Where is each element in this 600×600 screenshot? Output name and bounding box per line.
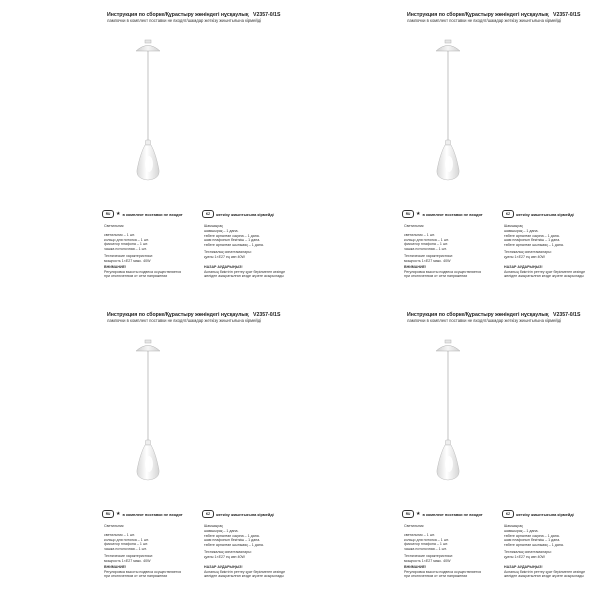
kz-warning <box>504 265 585 279</box>
ru-item: фиксатор плафона – 1 шт. <box>404 542 448 547</box>
kz-warning-line: Аспаның биіктігін реттеу қуат берілмеген кезінде <box>204 569 286 574</box>
ceiling-canopy <box>436 40 460 51</box>
instruction-sheet-3 <box>0 300 300 600</box>
kz-header-text: жеткізу жиынтығына кірмейді <box>216 511 274 517</box>
ru-set-label: Светильник <box>104 524 124 528</box>
kz-item: төбеге арналған шыныаяқ – 1 дана. <box>504 242 564 247</box>
ru-tech-specs <box>104 254 153 263</box>
instruction-sheet-2 <box>300 0 600 300</box>
kz-set-label: Шамшырақ <box>504 524 523 528</box>
product-code: V2357-0/1S <box>553 312 581 318</box>
kz-contents-list <box>204 229 264 247</box>
ru-header <box>402 210 483 218</box>
ru-header-text: в комплект поставки не входят <box>422 511 483 517</box>
ru-header <box>102 210 183 218</box>
ru-warning-line: при отключенном от сети напряжении <box>404 274 468 279</box>
kz-item: төбеге арналған сақина – 1 дана. <box>204 233 260 238</box>
ru-warning-line: Регулировка высоты подвеса осуществляется <box>104 269 182 274</box>
kz-item: төбеге арналған шыныаяқ – 1 дана. <box>204 542 264 547</box>
kz-item: шам плафонын бекіткіш – 1 дана. <box>204 538 261 543</box>
sheet-subtitle: лампочки в комплект поставки не входят/шамдар жеткізу жиынтығына кірмейді <box>407 18 562 23</box>
kz-set-label: Шамшырақ <box>504 224 523 228</box>
kz-tech-label: Техникалық сипаттамалары: <box>204 550 252 554</box>
ru-tech-value: мощность 1×E27 макс. 40W <box>404 558 451 563</box>
kz-header-text: жеткізу жиынтығына кірмейді <box>516 211 574 217</box>
ru-header <box>402 510 483 518</box>
kz-flag-icon: KZ <box>502 510 514 518</box>
kz-tech-value: қуаты 1×E27 ең көп 40W <box>204 254 245 259</box>
kz-warning-line: Аспаның биіктігін реттеу қуат берілмеген кезінде <box>504 569 586 574</box>
sheet-subtitle: лампочки в комплект поставки не входят/шамдар жеткізу жиынтығына кірмейді <box>407 318 562 323</box>
ru-header <box>102 510 183 518</box>
kz-contents-list <box>504 529 564 547</box>
kz-warning-line: желіден ажыратылған кезде жүзеге асырылады <box>204 274 284 279</box>
kz-tech-value: қуаты 1×E27 ең көп 40W <box>204 554 245 559</box>
product-code: V2357-0/1S <box>253 312 281 318</box>
kz-item: шамшырақ – 1 дана. <box>504 229 539 233</box>
kz-tech-label: Техникалық сипаттамалары: <box>504 250 552 254</box>
kz-tech-specs <box>204 550 252 559</box>
kz-tech-value: қуаты 1×E27 ең көп 40W <box>504 254 545 259</box>
kz-header <box>502 510 574 518</box>
kz-item: төбеге арналған сақина – 1 дана. <box>204 533 260 538</box>
ru-flag-icon: RU <box>402 510 414 518</box>
ru-tech-specs <box>104 554 153 563</box>
kz-warning-line: Аспаның биіктігін реттеу қуат берілмеген кезінде <box>204 269 286 274</box>
kz-tech-label: Техникалық сипаттамалары: <box>204 250 252 254</box>
ru-item: фиксатор плафона – 1 шт. <box>404 242 448 247</box>
kz-item: төбеге арналған сақина – 1 дана. <box>504 233 560 238</box>
ru-flag-icon: RU <box>102 510 114 518</box>
ru-item: чашка потолочная – 1 шт. <box>104 246 147 251</box>
sheet-title-text: Инструкция по сборке/Құрастыру жөніндегі нұсқаулық <box>107 12 249 18</box>
ru-flag-icon: RU <box>102 210 114 218</box>
ru-item: светильник – 1 шт. <box>104 233 135 237</box>
ru-item: фиксатор плафона – 1 шт. <box>104 542 148 547</box>
ru-tech-label: Технические характеристики: <box>404 554 453 558</box>
ru-contents-list <box>104 533 149 551</box>
ceiling-canopy <box>136 340 160 351</box>
kz-flag-icon: KZ <box>502 210 514 218</box>
star-icon: ★ <box>116 511 121 517</box>
kz-item: шам плафонын бекіткіш – 1 дана. <box>504 238 561 243</box>
kz-set-label: Шамшырақ <box>204 524 223 528</box>
instruction-sheet-1 <box>0 0 300 300</box>
ru-flag-icon: RU <box>402 210 414 218</box>
ru-warning <box>104 265 181 279</box>
glass-shade <box>437 140 459 180</box>
kz-item: төбеге арналған шыныаяқ – 1 дана. <box>204 242 264 247</box>
star-icon: ★ <box>416 511 421 517</box>
ru-header-text: в комплект поставки не входят <box>122 511 183 517</box>
ru-contents-list <box>104 233 149 251</box>
instruction-sheet-4 <box>300 300 600 600</box>
ru-item: светильник – 1 шт. <box>404 233 435 237</box>
ru-warning <box>104 565 181 579</box>
ru-warning-title: ВНИМАНИЕ! <box>404 265 427 269</box>
ru-tech-value: мощность 1×E27 макс. 40W <box>404 258 451 263</box>
kz-warning-title: НАЗАР АУДАРЫҢЫЗ! <box>504 265 543 269</box>
pendant-lamp-illustration <box>118 336 178 496</box>
ru-warning-line: при отключенном от сети напряжении <box>104 274 168 279</box>
kz-header-text: жеткізу жиынтығына кірмейді <box>516 511 574 517</box>
ru-tech-label: Технические характеристики: <box>404 254 453 258</box>
ru-item: чашка потолочная – 1 шт. <box>104 546 147 551</box>
ceiling-canopy <box>436 340 460 351</box>
ru-warning-line: при отключенном от сети напряжении <box>104 574 168 579</box>
kz-item: шам плафонын бекіткіш – 1 дана. <box>204 238 261 243</box>
kz-header <box>502 210 574 218</box>
ru-warning-title: ВНИМАНИЕ! <box>404 565 427 569</box>
ru-item: кольцо для потолка – 1 шт. <box>404 537 449 542</box>
pendant-lamp-illustration <box>418 336 478 496</box>
ru-tech-label: Технические характеристики: <box>104 554 153 558</box>
kz-tech-specs <box>204 250 252 259</box>
star-icon: ★ <box>416 211 421 217</box>
ru-item: чашка потолочная – 1 шт. <box>404 546 447 551</box>
ru-header-text: в комплект поставки не входят <box>122 211 183 217</box>
kz-warning <box>504 565 585 579</box>
kz-warning-title: НАЗАР АУДАРЫҢЫЗ! <box>204 265 243 269</box>
kz-tech-specs <box>504 550 552 559</box>
kz-warning-line: желіден ажыратылған кезде жүзеге асырылады <box>504 274 584 279</box>
ru-warning-line: Регулировка высоты подвеса осуществляется <box>104 569 182 574</box>
kz-warning-line: желіден ажыратылған кезде жүзеге асырылады <box>504 574 584 579</box>
ru-warning-title: ВНИМАНИЕ! <box>104 265 127 269</box>
ru-set-label: Светильник <box>104 224 124 228</box>
ru-item: кольцо для потолка – 1 шт. <box>404 237 449 242</box>
star-icon: ★ <box>116 211 121 217</box>
ru-warning <box>404 265 481 279</box>
kz-tech-specs <box>504 250 552 259</box>
kz-warning-title: НАЗАР АУДАРЫҢЫЗ! <box>204 565 243 569</box>
product-code: V2357-0/1S <box>253 12 281 18</box>
kz-item: шам плафонын бекіткіш – 1 дана. <box>504 538 561 543</box>
ru-tech-value: мощность 1×E27 макс. 40W <box>104 258 151 263</box>
kz-warning-line: желіден ажыратылған кезде жүзеге асырылады <box>204 574 284 579</box>
kz-item: шамшырақ – 1 дана. <box>204 229 239 233</box>
ru-header-text: в комплект поставки не входят <box>422 211 483 217</box>
sheet-title-text: Инструкция по сборке/Құрастыру жөніндегі нұсқаулық <box>407 12 549 18</box>
ru-tech-specs <box>404 254 453 263</box>
kz-item: төбеге арналған сақина – 1 дана. <box>504 533 560 538</box>
pendant-lamp-illustration <box>418 36 478 196</box>
ru-item: кольцо для потолка – 1 шт. <box>104 537 149 542</box>
sheet-title-text: Инструкция по сборке/Құрастыру жөніндегі нұсқаулық <box>407 312 549 318</box>
ru-warning-title: ВНИМАНИЕ! <box>104 565 127 569</box>
kz-contents-list <box>504 229 564 247</box>
kz-header-text: жеткізу жиынтығына кірмейді <box>216 211 274 217</box>
ru-contents-list <box>404 533 449 551</box>
ceiling-canopy <box>136 40 160 51</box>
ru-warning-line: при отключенном от сети напряжении <box>404 574 468 579</box>
sheet-subtitle: лампочки в комплект поставки не входят/шамдар жеткізу жиынтығына кірмейді <box>107 18 262 23</box>
ru-item: светильник – 1 шт. <box>404 533 435 537</box>
kz-header <box>202 510 274 518</box>
ru-item: кольцо для потолка – 1 шт. <box>104 237 149 242</box>
sheet-title-text: Инструкция по сборке/Құрастыру жөніндегі нұсқаулық <box>107 312 249 318</box>
kz-warning-title: НАЗАР АУДАРЫҢЫЗ! <box>504 565 543 569</box>
kz-item: шамшырақ – 1 дана. <box>204 529 239 533</box>
kz-header <box>202 210 274 218</box>
ru-contents-list <box>404 233 449 251</box>
ru-warning <box>404 565 481 579</box>
ru-tech-specs <box>404 554 453 563</box>
ru-tech-value: мощность 1×E27 макс. 40W <box>104 558 151 563</box>
ru-item: фиксатор плафона – 1 шт. <box>104 242 148 247</box>
kz-tech-value: қуаты 1×E27 ең көп 40W <box>504 554 545 559</box>
ru-tech-label: Технические характеристики: <box>104 254 153 258</box>
glass-shade <box>437 440 459 480</box>
kz-warning <box>204 265 285 279</box>
kz-item: шамшырақ – 1 дана. <box>504 529 539 533</box>
kz-item: төбеге арналған шыныаяқ – 1 дана. <box>504 542 564 547</box>
pendant-lamp-illustration <box>118 36 178 196</box>
ru-warning-line: Регулировка высоты подвеса осуществляется <box>404 569 482 574</box>
kz-flag-icon: KZ <box>202 510 214 518</box>
ru-set-label: Светильник <box>404 524 424 528</box>
kz-contents-list <box>204 529 264 547</box>
sheet-subtitle: лампочки в комплект поставки не входят/шамдар жеткізу жиынтығына кірмейді <box>107 318 262 323</box>
ru-item: светильник – 1 шт. <box>104 533 135 537</box>
kz-tech-label: Техникалық сипаттамалары: <box>504 550 552 554</box>
ru-item: чашка потолочная – 1 шт. <box>404 246 447 251</box>
kz-flag-icon: KZ <box>202 210 214 218</box>
ru-warning-line: Регулировка высоты подвеса осуществляется <box>404 269 482 274</box>
product-code: V2357-0/1S <box>553 12 581 18</box>
kz-warning-line: Аспаның биіктігін реттеу қуат берілмеген кезінде <box>504 269 586 274</box>
kz-set-label: Шамшырақ <box>204 224 223 228</box>
kz-warning <box>204 565 285 579</box>
glass-shade <box>137 440 159 480</box>
glass-shade <box>137 140 159 180</box>
ru-set-label: Светильник <box>404 224 424 228</box>
